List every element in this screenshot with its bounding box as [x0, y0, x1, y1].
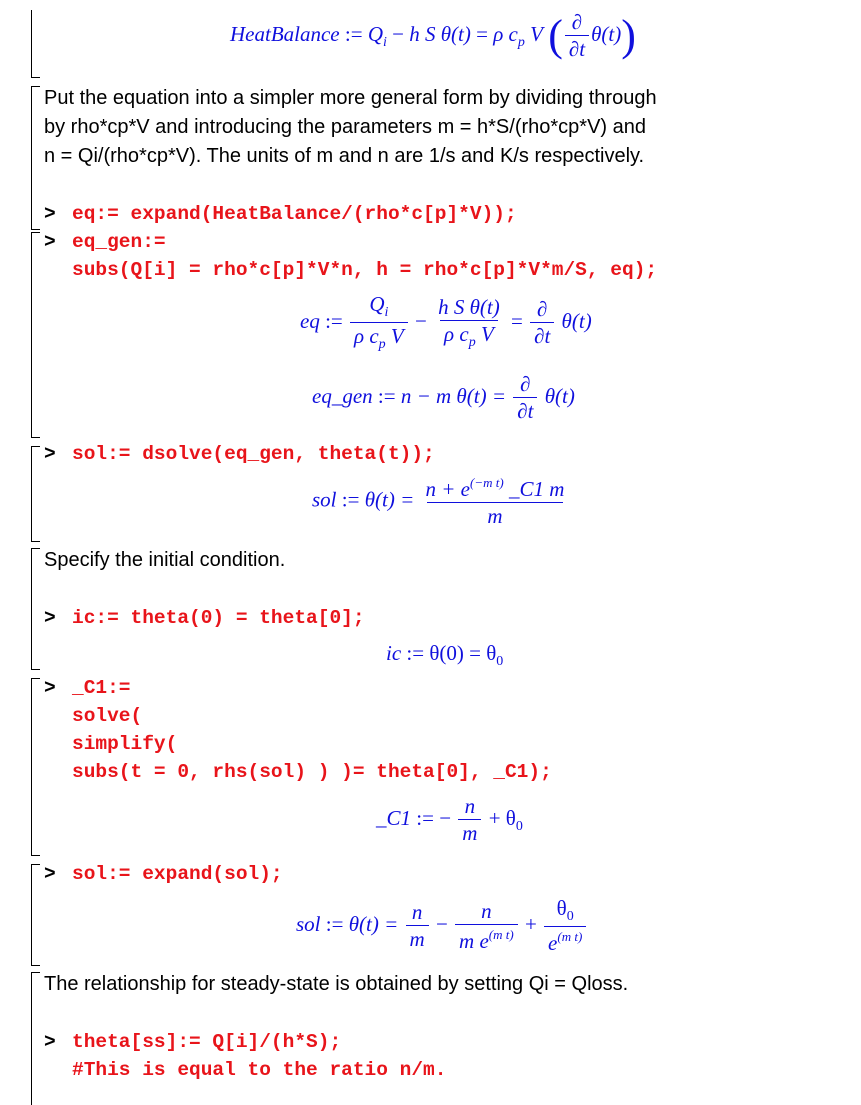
- prompt-symbol: >: [44, 607, 56, 629]
- prompt-symbol: >: [44, 1031, 56, 1053]
- explanation-text: Put the equation into a simpler more general form by dividing through by rho*cp*V and introducing the parameters m = h*S/(rho*cp*V) and n = Qi/(rho*cp*V). The units of m and n are 1/s and K/s respectively.: [44, 87, 657, 167]
- group-bracket-text1-eq: [31, 86, 40, 230]
- partial-derivative: $\frac{\partial}{\partial t}$: [565, 12, 589, 60]
- group-bracket-c1: [31, 678, 40, 856]
- command-sol[interactable]: sol:= dsolve(eq_gen, theta(t));: [72, 443, 435, 465]
- group-bracket-sol2: [31, 864, 40, 966]
- command-c1-line3[interactable]: simplify(: [72, 733, 178, 755]
- command-eq[interactable]: eq:= expand(HeatBalance/(rho*c[p]*V));: [72, 203, 517, 225]
- command-eqgen-line1[interactable]: eq_gen:=: [72, 231, 166, 253]
- group-bracket-ic: [31, 548, 40, 670]
- eqgen-output: eq_gen := n − m θ(t) = $\frac{\partial}{\partial t}$ θ(t): [312, 372, 575, 423]
- command-ic[interactable]: ic:= theta(0) = theta[0];: [72, 607, 365, 629]
- prompt-symbol: >: [44, 231, 56, 253]
- command-eqgen-line2[interactable]: subs(Q[i] = rho*c[p]*V*n, h = rho*c[p]*V*m/S, eq);: [72, 259, 658, 281]
- eq-output: eq := $\frac{Q_i}{\rho c_p V}$ − $\frac{\text{h S θ(t)}}{\rho c_p V}$ = $\frac{\partial}{\partial t}$ θ(t): [300, 292, 592, 352]
- prompt-symbol: >: [44, 677, 56, 699]
- prompt-symbol: >: [44, 443, 56, 465]
- sol-output: sol := θ(t) = $\frac{n + e^{(-m t)} \_C1 m}{m}$: [312, 475, 565, 528]
- sol2-output: sol := θ(t) = $\frac{n}{m}$ − $\frac{n}{m e^{(m t)}}$ + $\frac{\theta_0}{e^{(m t)}}$: [296, 898, 588, 954]
- command-c1-line2[interactable]: solve(: [72, 705, 143, 727]
- command-c1-line1[interactable]: _C1:=: [72, 677, 131, 699]
- c1-output: _C1 := − $\frac{n}{m}$ + $\theta_0$: [376, 794, 523, 845]
- group-bracket-eqgen: [31, 232, 40, 438]
- command-sol-expand[interactable]: sol:= expand(sol);: [72, 863, 283, 885]
- ic-output: ic := $\theta(0) = \theta_0$: [386, 641, 504, 669]
- group-bracket-ss: [31, 972, 40, 1105]
- prompt-symbol: >: [44, 203, 56, 225]
- command-theta-ss-line1[interactable]: theta[ss]:= Q[i]/(h*S);: [72, 1031, 342, 1053]
- initial-condition-text: Specify the initial condition.: [44, 549, 286, 571]
- command-c1-line4[interactable]: subs(t = 0, rhs(sol) ) )= theta[0], _C1);: [72, 761, 552, 783]
- group-bracket-sol: [31, 446, 40, 542]
- heatbalance-output: HeatBalance := $Q_i - h$ S θ(t) = ρ $c_p$ V ( $\frac{\partial}{\partial t}$ θ(t)): [230, 10, 636, 61]
- group-bracket-heatbalance: [31, 10, 40, 78]
- steady-state-text: The relationship for steady-state is obtained by setting Qi = Qloss.: [44, 973, 629, 995]
- prompt-symbol: >: [44, 863, 56, 885]
- command-theta-ss-comment[interactable]: #This is equal to the ratio n/m.: [72, 1059, 447, 1081]
